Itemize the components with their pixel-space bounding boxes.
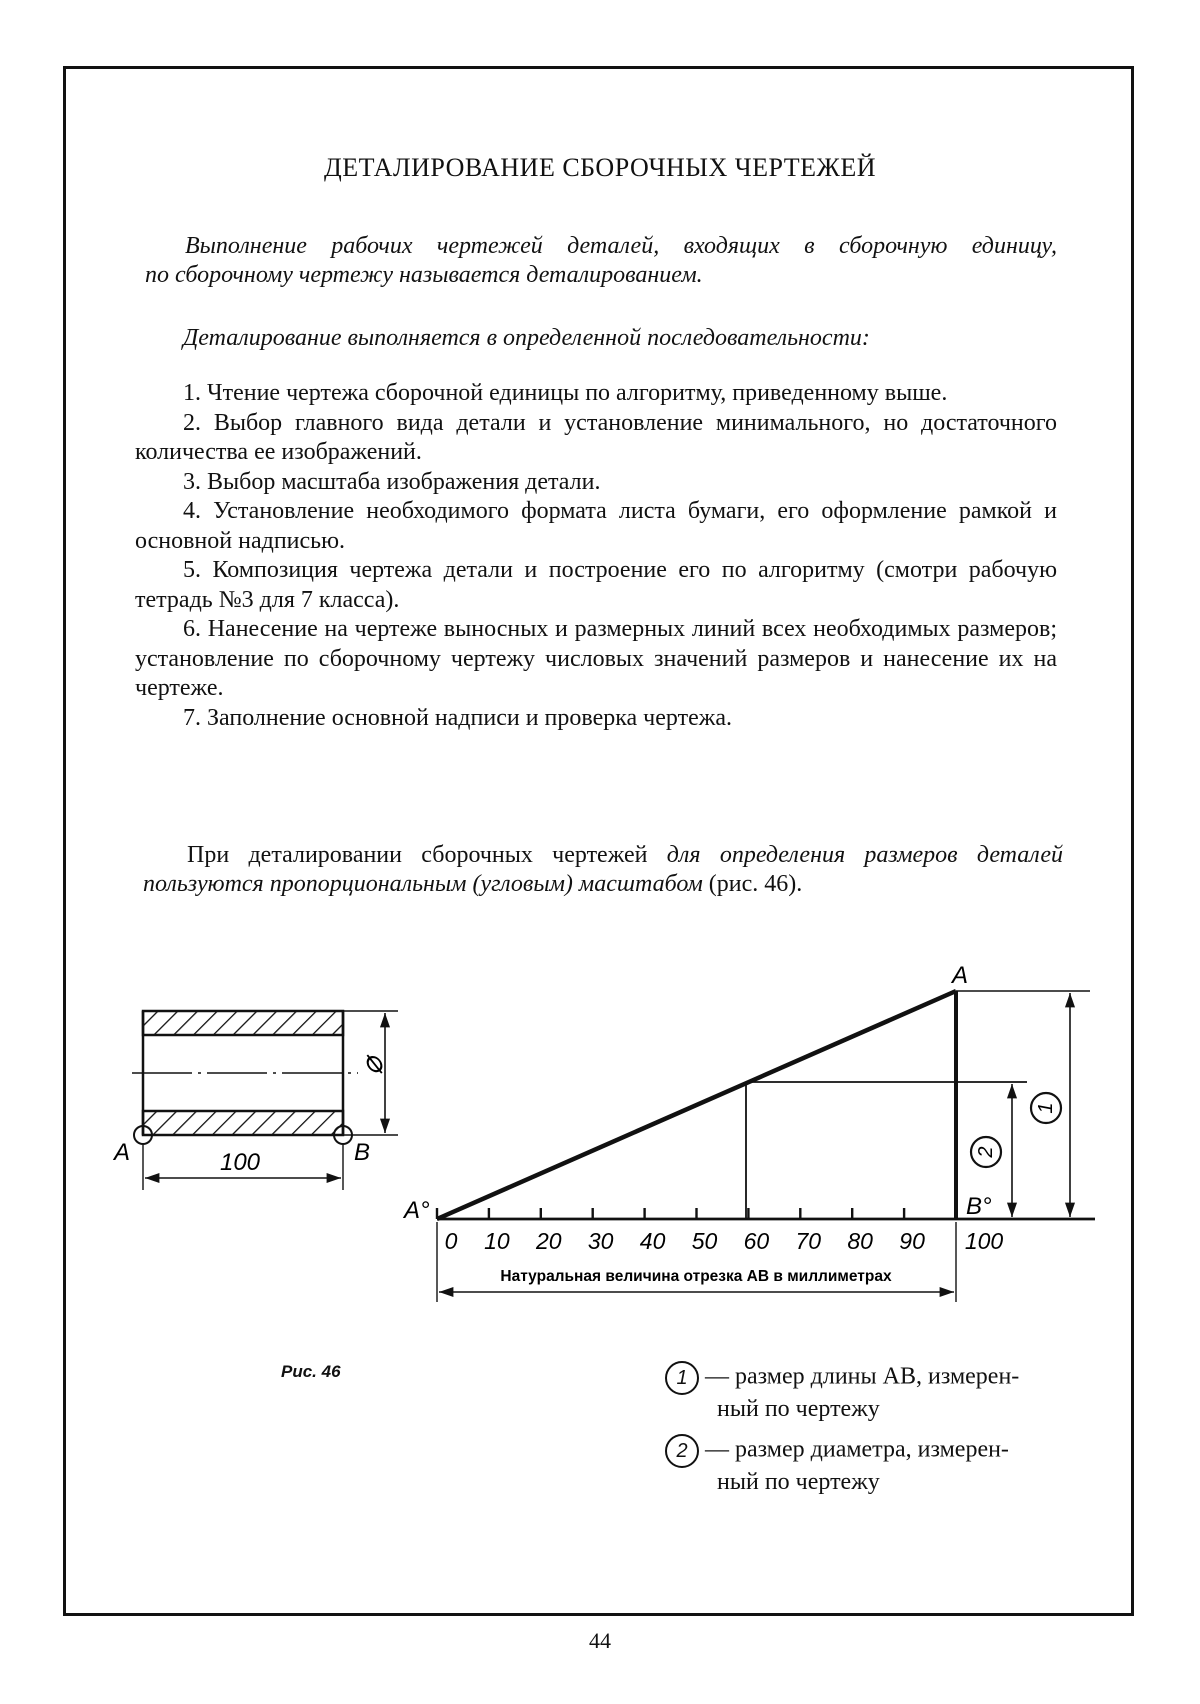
scale-ticks [437, 1208, 956, 1219]
page-number: 44 [589, 1628, 611, 1653]
legend-item-2 [665, 1434, 1105, 1497]
scale-tick-labels [445, 1228, 1004, 1254]
legend-1-text-2: ный по чертежу [717, 1396, 880, 1422]
scale-tick-label: 80 [847, 1228, 873, 1254]
part-label-b: B [354, 1139, 371, 1166]
scale-tick-label: 20 [536, 1228, 562, 1254]
point-a-top-label: A [952, 962, 969, 989]
legend-item-1 [665, 1361, 1105, 1424]
step-item: 1. Чтение чертежа сборочной единицы по алгоритму, приведенному выше. [183, 380, 948, 406]
intro-plain-1: При деталировании сборочных чертежей [187, 842, 667, 868]
legend-2-text-1: — размер диаметра, измерен- [705, 1436, 1009, 1463]
scale-caption: Натуральная величина отрезка АВ в миллиметрах [500, 1268, 892, 1285]
marker-2-label: 2 [975, 1146, 997, 1158]
step-item: 7. Заполнение основной надписи и проверка чертежа. [183, 704, 732, 731]
scale-tick-label: 50 [691, 1228, 718, 1254]
step-item: 2. Выбор главного вида детали и установление минимального, но достаточного количества ее изображений. [135, 409, 1057, 465]
figure-caption: Рис. 46 [281, 1362, 341, 1381]
sequence-intro: Деталирование выполняется в определенной последовательности: [183, 325, 870, 351]
sleeve-top-wall [143, 1011, 343, 1035]
legend-1-number: 1 [665, 1361, 699, 1395]
scale-tick-label: 60 [743, 1228, 770, 1254]
definition-line-1: Выполнение рабочих чертежей деталей, входящих в сборочную единицу, [185, 233, 1057, 259]
diameter-symbol: ⌀ [356, 1056, 389, 1076]
point-a0-label: A° [404, 1197, 430, 1224]
sleeve-bottom-wall [143, 1111, 343, 1135]
scale-tick-label: 70 [795, 1228, 822, 1254]
scale-tick-label: 30 [587, 1228, 614, 1254]
scale-tick-label: 40 [639, 1228, 666, 1254]
step-item: 4. Установление необходимого формата листа бумаги, его оформление рамкой и основной надписью. [135, 498, 1057, 554]
step-item: 3. Выбор масштаба изображения детали. [183, 468, 601, 495]
point-b0-label: B° [966, 1193, 992, 1220]
part-label-a: A [114, 1139, 131, 1166]
step-item: 6. Нанесение на чертеже выносных и размерных линий всех необходимых размеров; установление по сборочному чертежу числовых значений размеров и нанесение их на чертеже. [135, 616, 1057, 701]
scale-tick-label: 90 [899, 1228, 925, 1254]
proportional-scale [402, 962, 1095, 1302]
legend-1-text-1: — размер длины АВ, измерен- [705, 1363, 1020, 1390]
intro-plain-2: (рис. 46). [702, 871, 803, 897]
page-title: ДЕТАЛИРОВАНИЕ СБОРОЧНЫХ ЧЕРТЕЖЕЙ [323, 153, 877, 182]
step-item: 5. Композиция чертежа детали и построение его по алгоритму (смотри рабочую тетрадь №3 для 7 класса). [135, 557, 1057, 613]
scale-tick-label: 10 [484, 1228, 510, 1254]
scale-tick-label: 100 [964, 1228, 1004, 1254]
legend-2-text-2: ный по чертежу [717, 1469, 880, 1495]
part-dimension: 100 [219, 1149, 261, 1176]
scale-tick-label: 0 [444, 1228, 458, 1254]
sleeve-part [112, 1011, 398, 1190]
definition-line-2: по сборочному чертежу называется деталированием. [145, 262, 703, 288]
marker-1-label: 1 [1035, 1102, 1057, 1114]
legend-2-number: 2 [665, 1434, 699, 1468]
intro-italic: для определения размеров деталей пользуются пропорциональным (угловым) масштабом [143, 842, 1063, 897]
hypotenuse-line [437, 991, 956, 1219]
